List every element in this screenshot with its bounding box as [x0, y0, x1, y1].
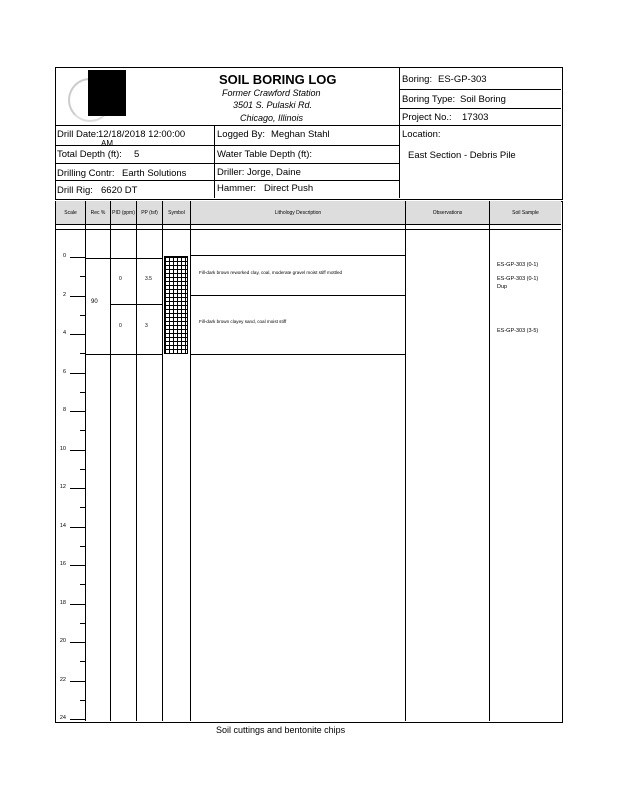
col-divider	[405, 225, 406, 721]
scale-tick	[70, 334, 85, 335]
scale-minor-tick	[80, 392, 85, 393]
scale-minor-tick	[80, 546, 85, 547]
scale-tick-label: 0	[62, 253, 66, 259]
page-title: SOIL BORING LOG	[219, 72, 337, 87]
layer-boundary	[191, 255, 406, 256]
hammer-value: Direct Push	[264, 183, 314, 194]
scale-minor-tick	[80, 507, 85, 508]
drill-date-label: Drill Date:	[57, 129, 99, 140]
col-header-rec: Rec %	[86, 201, 111, 225]
boring-label: Boring:	[402, 74, 433, 85]
col-header-pid: PID (ppm)	[111, 201, 137, 225]
col-divider	[110, 225, 111, 721]
boring-type-label: Boring Type:	[402, 94, 456, 105]
col-header-soil-sample: Soil Sample	[490, 201, 561, 225]
scale-tick-label: 12	[59, 484, 66, 490]
header-divider	[399, 67, 400, 198]
scale-tick	[70, 565, 85, 566]
rig-label: Drill Rig:	[57, 185, 93, 196]
scale-minor-tick	[80, 430, 85, 431]
backfill-note: Soil cuttings and bentonite chips	[216, 725, 346, 735]
scale-tick-label: 4	[62, 330, 66, 336]
layer-boundary	[86, 258, 163, 259]
scale-minor-tick	[80, 315, 85, 316]
header-divider	[55, 125, 561, 126]
scale-tick	[70, 719, 85, 720]
scale-tick-label: 2	[62, 291, 66, 298]
scale-tick	[70, 296, 85, 297]
scale-tick-label: 16	[59, 561, 66, 567]
scale-tick	[70, 527, 85, 528]
pp-layer2: 3	[145, 323, 148, 329]
scale-minor-tick	[80, 661, 85, 662]
logged-by-label: Logged By:	[217, 129, 266, 140]
scale-tick	[70, 488, 85, 489]
col-header-observations: Observations	[406, 201, 490, 225]
log-table	[55, 201, 563, 723]
boring-type-value: Soil Boring	[460, 94, 506, 105]
header-divider	[399, 89, 561, 90]
water-table-label: Water Table Depth (ft):	[217, 149, 313, 160]
scale-tick-label: 14	[59, 522, 66, 529]
hammer-label: Hammer:	[217, 183, 257, 194]
col-divider	[162, 225, 163, 721]
scale-minor-tick	[80, 623, 85, 624]
scale-tick	[70, 450, 85, 451]
header-divider	[55, 180, 400, 181]
lithology-layer2: Fill-dark brown clayey sand, coal moist stiff	[199, 319, 287, 324]
sample-2: ES-GP-303 (0-1) Dup	[497, 276, 539, 290]
header-divider	[399, 108, 561, 109]
redacted-logo	[88, 70, 126, 116]
recovery-value: 90	[91, 299, 98, 305]
layer-boundary	[111, 304, 163, 305]
driller-label: Driller:	[217, 167, 245, 178]
scale-tick-label: 6	[62, 368, 66, 375]
sample-1: ES-GP-303 (0-1)	[497, 262, 539, 268]
boring-value: ES-GP-303	[438, 74, 487, 85]
layer-boundary	[191, 354, 406, 355]
drill-date-value: 12/18/2018 12:00:00	[98, 129, 186, 140]
pid-layer2: 0	[119, 323, 122, 329]
project-label: Project No.:	[402, 112, 452, 123]
project-value: 17303	[462, 112, 489, 123]
col-divider	[136, 225, 137, 721]
scale-minor-tick	[80, 700, 85, 701]
soil-symbol-hatch	[164, 256, 188, 354]
scale-minor-tick	[80, 353, 85, 354]
col-divider	[489, 225, 490, 721]
site-city: Chicago, Illinois	[240, 113, 304, 123]
scale-tick-label: 18	[59, 599, 66, 606]
scale-tick	[70, 681, 85, 682]
contractor-label: Drilling Contr:	[57, 168, 115, 179]
total-depth-label: Total Depth (ft):	[57, 149, 122, 160]
scale-tick-label: 20	[59, 638, 66, 644]
scale-tick-label: 8	[62, 407, 66, 413]
pp-layer1: 3.5	[145, 276, 152, 282]
scale-tick	[70, 642, 85, 643]
header-divider	[214, 125, 215, 198]
scale-tick	[70, 257, 85, 258]
rig-value: 6620 DT	[101, 185, 138, 196]
layer-boundary	[86, 354, 163, 355]
scale-tick-label: 10	[59, 445, 66, 452]
driller-value: Jorge, Daine	[247, 167, 301, 178]
row-divider	[56, 229, 561, 230]
location-label: Location:	[402, 129, 441, 140]
col-header-symbol: Symbol	[163, 201, 191, 225]
contractor-value: Earth Solutions	[122, 168, 187, 179]
site-name: Former Crawford Station	[222, 88, 321, 98]
scale-tick	[70, 604, 85, 605]
scale-minor-tick	[80, 469, 85, 470]
logged-by-value: Meghan Stahl	[271, 129, 330, 140]
scale-tick	[70, 411, 85, 412]
sample-3: ES-GP-303 (3-5)	[497, 328, 539, 334]
col-header-scale: Scale	[56, 201, 86, 225]
scale-minor-tick	[80, 584, 85, 585]
total-depth-value: 5	[134, 149, 140, 160]
lithology-layer1: Fill-dark brown reworked clay, coal, moderate gravel moist stiff mottled	[199, 270, 343, 275]
col-divider	[190, 225, 191, 721]
pid-layer1: 0	[119, 276, 122, 282]
scale-minor-tick	[80, 276, 85, 277]
scale-tick	[70, 373, 85, 374]
col-header-lithology: Lithology Description	[191, 201, 406, 225]
scale-tick-label: 24	[59, 715, 66, 721]
location-value: East Section - Debris Pile	[408, 150, 516, 161]
scale-tick-label: 22	[59, 676, 66, 683]
site-address: 3501 S. Pulaski Rd.	[233, 100, 313, 110]
drill-date-ampm: AM	[101, 139, 113, 148]
col-header-pp: PP (tsf)	[137, 201, 163, 225]
header-divider	[55, 163, 400, 164]
col-divider	[85, 225, 86, 721]
layer-boundary	[191, 295, 406, 296]
